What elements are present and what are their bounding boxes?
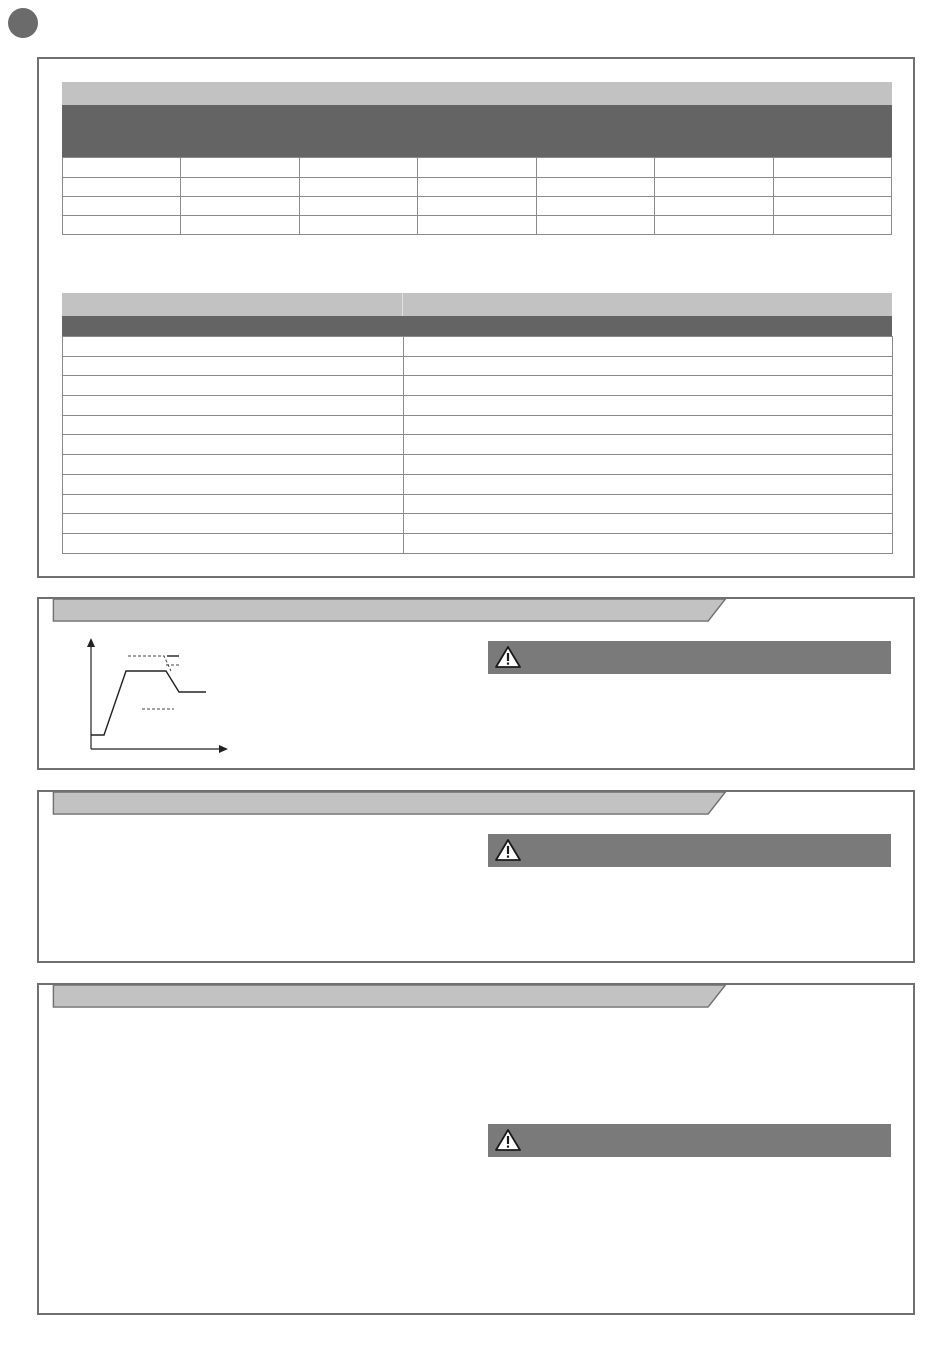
table-row [63,178,892,197]
table-row [63,158,892,178]
section-3 [37,983,915,1315]
table-row [63,435,893,455]
table1 [62,157,892,235]
table-row [63,337,893,357]
warning-bar [488,834,891,867]
warning-icon [494,838,522,862]
section-diagram [37,597,915,770]
table-row [63,514,893,534]
table-row [63,376,893,396]
table2-header-left [62,293,403,316]
table-row [63,494,893,514]
section-header-bar [39,599,759,623]
table-row [63,455,893,475]
table-row [63,216,892,235]
table-row [63,396,893,416]
warning-bar [488,1124,891,1157]
table-row [63,474,893,494]
page-marker [8,8,38,38]
warning-icon [494,645,522,669]
section-2 [37,790,915,963]
warning-bar [488,641,891,674]
table2-subheader-bar [62,316,892,336]
table-row [63,415,893,435]
tables-panel [37,57,915,578]
warning-icon [494,1128,522,1152]
table-row [63,533,893,553]
table-row [63,356,893,376]
section-header-bar [39,985,759,1009]
section-header-bar [39,792,759,816]
table2-header-right [403,293,892,316]
speed-profile-diagram [84,637,234,757]
table2 [62,336,893,554]
table1-header-bar [62,105,892,157]
table1-title-bar [62,82,892,105]
table-row [63,197,892,216]
